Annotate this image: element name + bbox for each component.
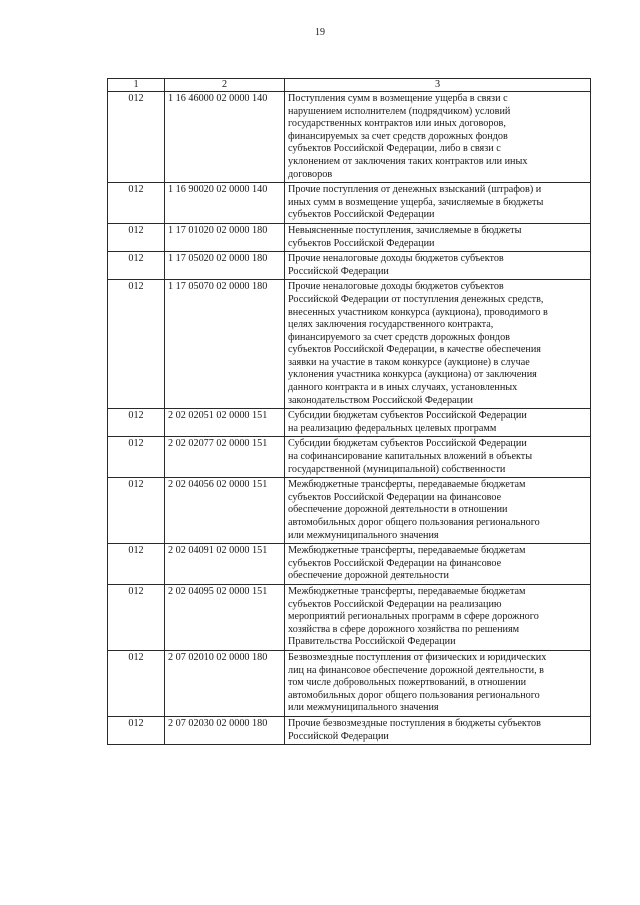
revenue-name-cell	[285, 223, 591, 251]
revenue-name-line: автомобильных дорог общего пользования регионального	[288, 689, 540, 701]
revenue-name-line: Межбюджетные трансферты, передаваемые бюджетам	[288, 479, 526, 491]
revenue-name-line: на реализацию федеральных целевых программ	[288, 422, 497, 434]
revenue-name-line: Поступления сумм в возмещение ущерба в связи с	[288, 93, 508, 104]
revenue-name-line: или межмуниципального значения	[288, 702, 439, 714]
revenue-name-line: Прочие неналоговые доходы бюджетов субъектов	[288, 253, 504, 265]
revenue-name-line: уклонением от заключения таких контрактов или иных	[288, 155, 528, 167]
admin-code-cell: 012	[108, 478, 165, 544]
admin-code-cell: 012	[108, 409, 165, 437]
revenue-name-line: уклонения участника конкурса (аукциона) от заключения	[288, 369, 537, 381]
revenue-name-line: Прочие поступления от денежных взысканий (штрафов) и	[288, 184, 542, 196]
table-row	[108, 478, 591, 544]
budget-classification-code-cell: 1 16 90020 02 0000 140	[165, 183, 285, 224]
budget-classification-code-cell: 1 17 05020 02 0000 180	[165, 252, 285, 280]
revenue-name-line: субъектов Российской Федерации, либо в связи с	[288, 143, 501, 155]
table-row	[108, 437, 591, 478]
revenue-name-line: субъектов Российской Федерации	[288, 209, 435, 221]
revenue-name-line: или межмуниципального значения	[288, 529, 439, 541]
revenue-name-line: Прочие неналоговые доходы бюджетов субъектов	[288, 281, 504, 293]
budget-classification-code-cell: 2 02 04095 02 0000 151	[165, 584, 285, 650]
budget-classification-code-cell: 2 02 02077 02 0000 151	[165, 437, 285, 478]
revenue-name-cell	[285, 437, 591, 478]
budget-classification-code-cell: 2 02 04091 02 0000 151	[165, 544, 285, 585]
budget-classification-code-cell: 1 17 05070 02 0000 180	[165, 280, 285, 409]
table-row	[108, 544, 591, 585]
revenue-name-cell	[285, 650, 591, 716]
budget-classification-code-cell: 1 16 46000 02 0000 140	[165, 92, 285, 183]
table-row	[108, 650, 591, 716]
revenue-name-line: финансируемых за счет средств дорожных фондов	[288, 130, 508, 142]
revenue-name-line: внесенных участником конкурса (аукциона), проводимого в	[288, 306, 548, 318]
revenue-name-line: финансируемого за счет средств дорожных фондов	[288, 331, 510, 343]
admin-code-cell: 012	[108, 223, 165, 251]
admin-code-cell: 012	[108, 280, 165, 409]
admin-code-cell: 012	[108, 716, 165, 744]
revenue-name-line: Прочие безвозмездные поступления в бюджеты субъектов	[288, 717, 541, 729]
revenue-name-line: Правительства Российской Федерации	[288, 636, 456, 648]
admin-code-cell: 012	[108, 437, 165, 478]
revenue-name-cell	[285, 92, 591, 183]
table-row	[108, 280, 591, 409]
revenue-name-line: мероприятий региональных программ в сфере дорожного	[288, 611, 539, 623]
revenue-name-line: субъектов Российской Федерации	[288, 237, 435, 249]
revenue-name-line: субъектов Российской Федерации на финансовое	[288, 491, 502, 503]
column-header-2: 2	[165, 79, 285, 92]
revenue-name-cell	[285, 252, 591, 280]
revenue-name-line: нарушением исполнителем (подрядчиком) условий	[288, 105, 511, 117]
revenue-name-line: субъектов Российской Федерации на финансовое	[288, 557, 502, 569]
table-header	[108, 79, 591, 92]
revenue-name-line: Субсидии бюджетам субъектов Российской Федерации	[288, 410, 527, 422]
table-row	[108, 223, 591, 251]
table-row	[108, 409, 591, 437]
header-row	[108, 79, 591, 92]
admin-code-cell: 012	[108, 650, 165, 716]
revenue-name-line: законодательством Российской Федерации	[288, 394, 473, 406]
table-row	[108, 584, 591, 650]
budget-codes-table	[107, 78, 591, 745]
column-header-1: 1	[108, 79, 165, 92]
revenue-name-line: целях заключения государственного контракта,	[288, 319, 494, 331]
table-row	[108, 252, 591, 280]
revenue-name-line: заявки на участие в таком конкурсе (аукционе) в случае	[288, 356, 530, 368]
table-row	[108, 716, 591, 744]
revenue-name-line: субъектов Российской Федерации на реализацию	[288, 598, 502, 610]
budget-classification-code-cell: 2 02 02051 02 0000 151	[165, 409, 285, 437]
admin-code-cell: 012	[108, 92, 165, 183]
table-row	[108, 92, 591, 183]
revenue-name-cell	[285, 280, 591, 409]
column-header-3: 3	[285, 79, 591, 92]
budget-classification-code-cell: 1 17 01020 02 0000 180	[165, 223, 285, 251]
revenue-name-line: Российской Федерации	[288, 265, 389, 277]
revenue-name-line: том числе добровольных пожертвований, в отношении	[288, 677, 527, 689]
budget-classification-code-cell: 2 07 02010 02 0000 180	[165, 650, 285, 716]
table-row	[108, 183, 591, 224]
revenue-name-cell	[285, 409, 591, 437]
page-number: 19	[315, 27, 325, 38]
revenue-name-cell	[285, 544, 591, 585]
revenue-name-cell	[285, 183, 591, 224]
revenue-name-line: Российской Федерации от поступления денежных средств,	[288, 293, 544, 305]
admin-code-cell: 012	[108, 544, 165, 585]
revenue-name-cell	[285, 584, 591, 650]
revenue-name-line: хозяйства в сфере дорожного хозяйства по решениям	[288, 623, 520, 635]
admin-code-cell: 012	[108, 252, 165, 280]
table-body	[108, 92, 591, 745]
admin-code-cell: 012	[108, 584, 165, 650]
revenue-name-line: Невыясненные поступления, зачисляемые в бюджеты	[288, 224, 522, 236]
revenue-name-cell	[285, 716, 591, 744]
revenue-name-line: автомобильных дорог общего пользования регионального	[288, 517, 540, 528]
revenue-name-line: Безвозмездные поступления от физических и юридических	[288, 651, 547, 663]
revenue-name-line: данного контракта и в иных случаях, установленных	[288, 382, 518, 394]
revenue-name-line: на софинансирование капитальных вложений в объекты	[288, 451, 533, 463]
revenue-name-line: субъектов Российской Федерации, в качестве обеспечения	[288, 344, 541, 356]
revenue-name-cell	[285, 478, 591, 544]
revenue-name-line: Межбюджетные трансферты, передаваемые бюджетам	[288, 585, 526, 597]
budget-classification-code-cell: 2 02 04056 02 0000 151	[165, 478, 285, 544]
revenue-name-line: Межбюджетные трансферты, передаваемые бюджетам	[288, 545, 526, 557]
revenue-name-line: иных сумм в возмещение ущерба, зачисляемые в бюджеты	[288, 196, 544, 208]
revenue-name-line: Субсидии бюджетам субъектов Российской Федерации	[288, 438, 527, 450]
budget-classification-code-cell: 2 07 02030 02 0000 180	[165, 716, 285, 744]
revenue-name-line: договоров	[288, 168, 333, 180]
revenue-name-line: лиц на финансовое обеспечение дорожной деятельности, в	[288, 664, 544, 676]
revenue-name-line: обеспечение дорожной деятельности в отношении	[288, 504, 508, 516]
admin-code-cell: 012	[108, 183, 165, 224]
revenue-name-line: государственной (муниципальной) собственности	[288, 463, 506, 475]
revenue-name-line: государственных контрактов или иных договоров,	[288, 118, 506, 130]
revenue-name-line: Российской Федерации	[288, 730, 389, 742]
revenue-name-line: обеспечение дорожной деятельности	[288, 570, 449, 582]
